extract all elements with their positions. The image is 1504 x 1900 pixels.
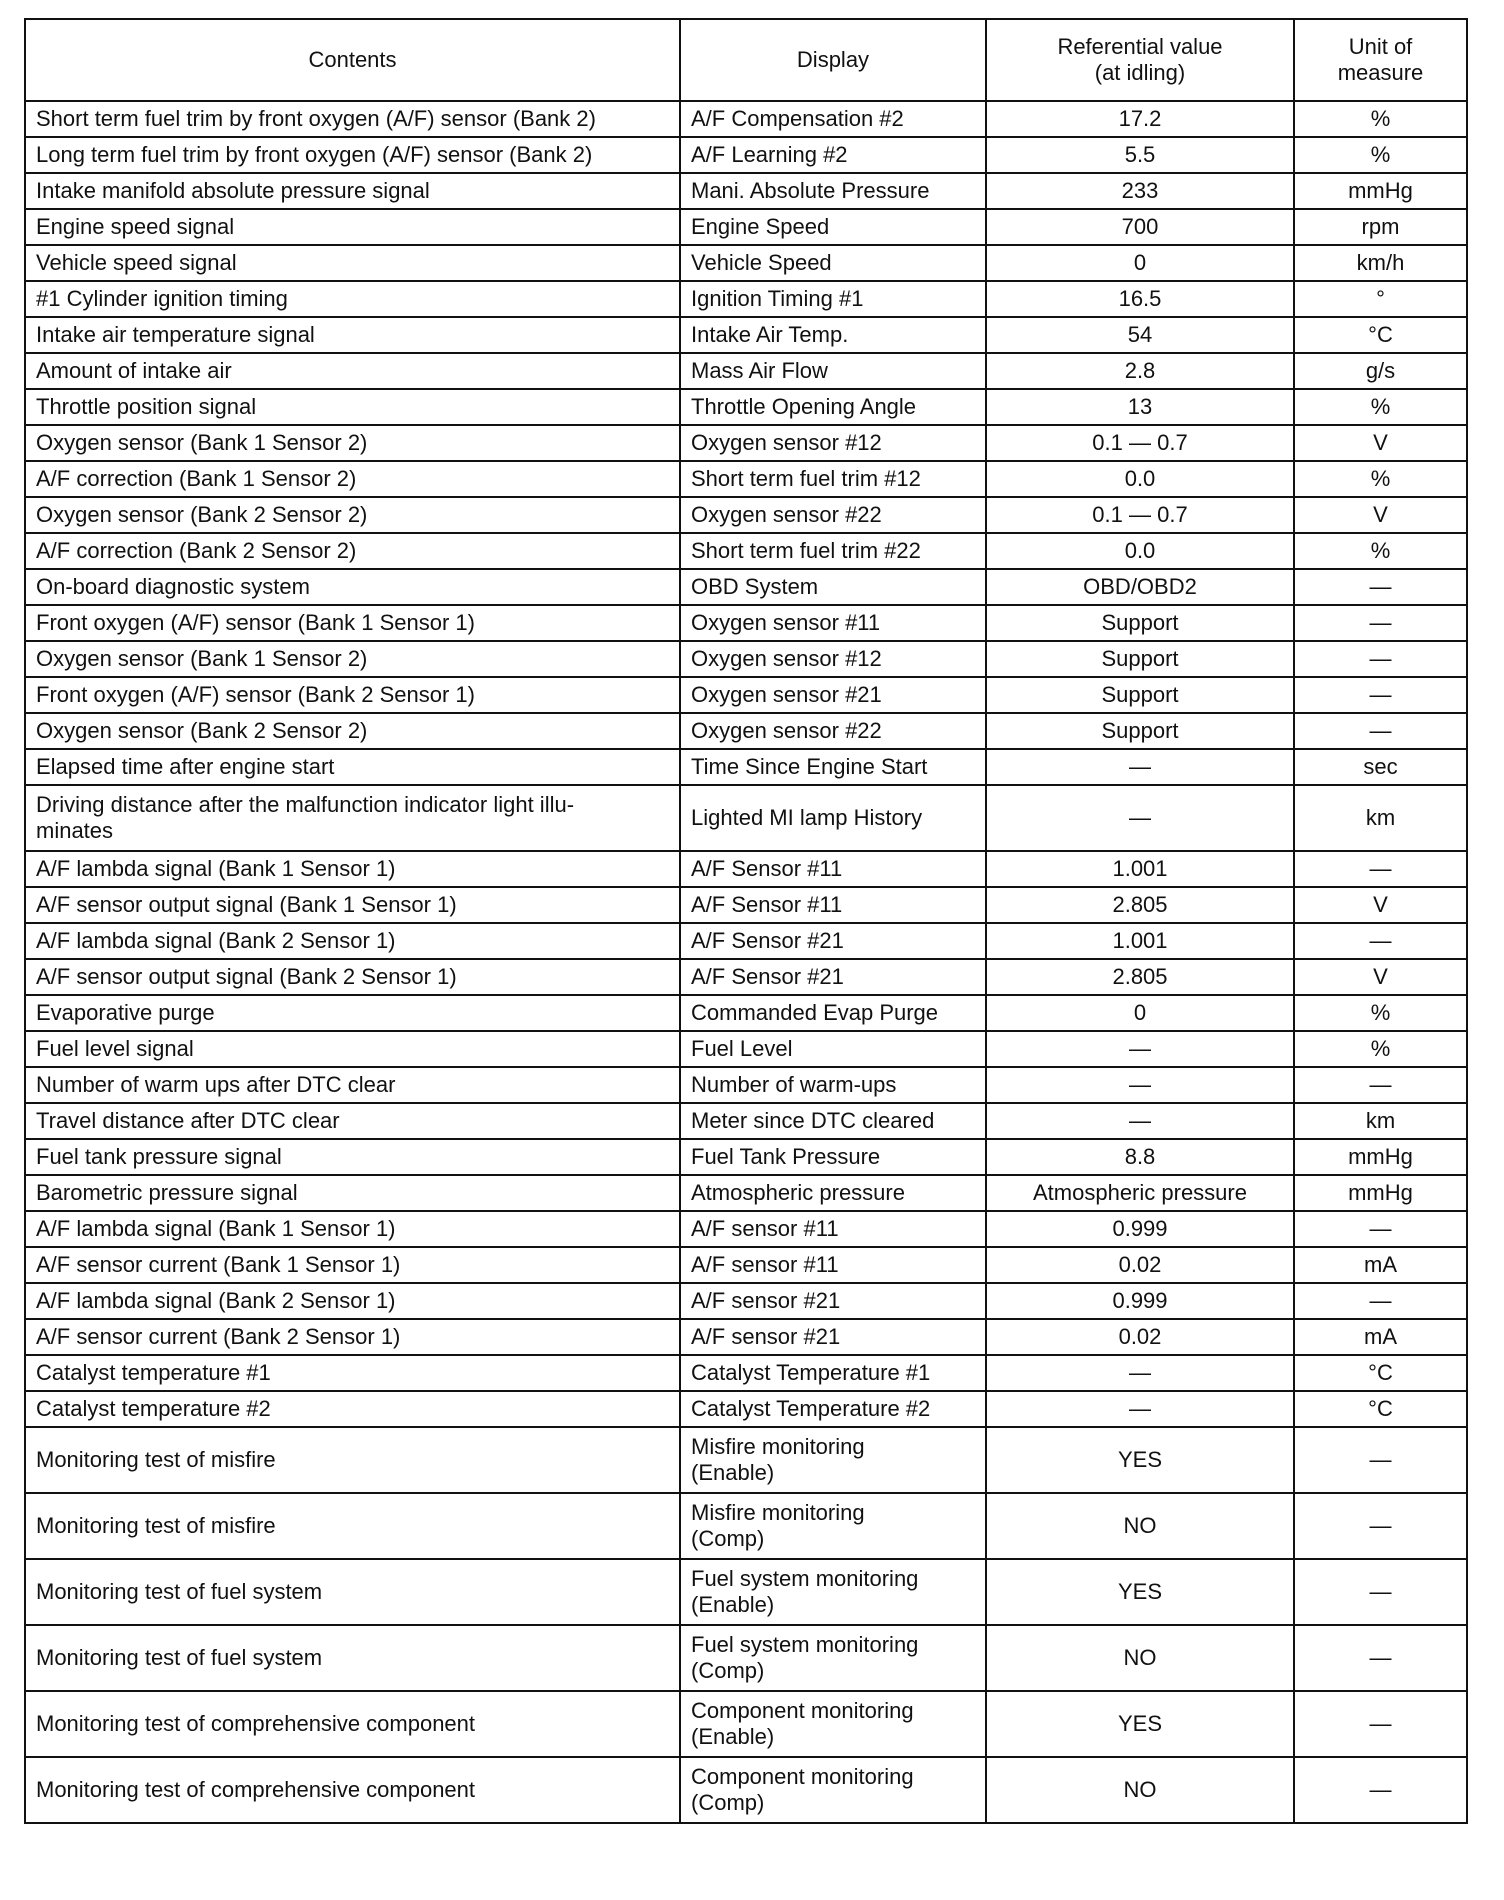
cell-contents: A/F lambda signal (Bank 2 Sensor 1) [25,923,680,959]
table-row [25,245,1467,281]
cell-referential-value: NO [986,1625,1294,1691]
table-row [25,353,1467,389]
cell-contents: Intake air temperature signal [25,317,680,353]
cell-unit: — [1294,713,1467,749]
cell-contents: A/F correction (Bank 2 Sensor 2) [25,533,680,569]
cell-unit: V [1294,497,1467,533]
cell-display: A/F sensor #11 [680,1247,986,1283]
table-row [25,1691,1467,1757]
cell-unit: km/h [1294,245,1467,281]
cell-contents: On-board diagnostic system [25,569,680,605]
cell-display: A/F Learning #2 [680,137,986,173]
cell-unit: % [1294,533,1467,569]
table-row [25,1175,1467,1211]
cell-contents: Oxygen sensor (Bank 2 Sensor 2) [25,713,680,749]
cell-referential-value: NO [986,1757,1294,1823]
cell-unit: — [1294,1067,1467,1103]
cell-display: Meter since DTC cleared [680,1103,986,1139]
cell-contents: Long term fuel trim by front oxygen (A/F) sensor (Bank 2) [25,137,680,173]
cell-contents: A/F correction (Bank 1 Sensor 2) [25,461,680,497]
table-row [25,1139,1467,1175]
table-row [25,461,1467,497]
cell-unit: mmHg [1294,1139,1467,1175]
cell-unit: — [1294,1493,1467,1559]
cell-referential-value: 2.805 [986,887,1294,923]
cell-referential-value: 5.5 [986,137,1294,173]
cell-referential-value: YES [986,1691,1294,1757]
table-row [25,1493,1467,1559]
cell-referential-value: Support [986,641,1294,677]
cell-contents: Monitoring test of fuel system [25,1559,680,1625]
cell-unit: — [1294,605,1467,641]
cell-referential-value: Support [986,677,1294,713]
cell-referential-value: 1.001 [986,851,1294,887]
table-row [25,1067,1467,1103]
cell-referential-value: — [986,1391,1294,1427]
cell-display: A/F Compensation #2 [680,101,986,137]
cell-display: Engine Speed [680,209,986,245]
cell-contents: Catalyst temperature #2 [25,1391,680,1427]
cell-contents: A/F sensor current (Bank 2 Sensor 1) [25,1319,680,1355]
cell-unit: — [1294,569,1467,605]
cell-contents: Oxygen sensor (Bank 1 Sensor 2) [25,641,680,677]
table-row [25,317,1467,353]
cell-display: Commanded Evap Purge [680,995,986,1031]
table-row [25,1757,1467,1823]
cell-unit: °C [1294,1391,1467,1427]
cell-unit: — [1294,1625,1467,1691]
cell-contents: A/F sensor current (Bank 1 Sensor 1) [25,1247,680,1283]
cell-referential-value: Support [986,713,1294,749]
cell-unit: % [1294,461,1467,497]
cell-contents: Monitoring test of misfire [25,1493,680,1559]
cell-contents: Oxygen sensor (Bank 1 Sensor 2) [25,425,680,461]
table-row [25,887,1467,923]
cell-referential-value: 700 [986,209,1294,245]
cell-display: Misfire monitoring (Enable) [680,1427,986,1493]
cell-display: Oxygen sensor #11 [680,605,986,641]
cell-unit: — [1294,1757,1467,1823]
cell-contents: Fuel tank pressure signal [25,1139,680,1175]
cell-referential-value: 0.1 — 0.7 [986,425,1294,461]
cell-contents: Front oxygen (A/F) sensor (Bank 1 Sensor 1) [25,605,680,641]
cell-contents: Elapsed time after engine start [25,749,680,785]
table-row [25,1031,1467,1067]
header-referential-value: Referential value (at idling) [986,19,1294,101]
data-monitor-table [24,18,1468,1824]
cell-display: Lighted MI lamp History [680,785,986,851]
table-row [25,209,1467,245]
cell-unit: sec [1294,749,1467,785]
cell-referential-value: — [986,1103,1294,1139]
table-row [25,137,1467,173]
table-row [25,749,1467,785]
cell-contents: A/F lambda signal (Bank 2 Sensor 1) [25,1283,680,1319]
cell-display: Throttle Opening Angle [680,389,986,425]
cell-referential-value: 0.02 [986,1319,1294,1355]
cell-referential-value: 233 [986,173,1294,209]
cell-unit: g/s [1294,353,1467,389]
table-row [25,1391,1467,1427]
cell-unit: V [1294,887,1467,923]
cell-display: Fuel system monitoring (Comp) [680,1625,986,1691]
table-row [25,785,1467,851]
cell-contents: Monitoring test of misfire [25,1427,680,1493]
cell-unit: V [1294,425,1467,461]
cell-contents: Intake manifold absolute pressure signal [25,173,680,209]
table-row [25,1283,1467,1319]
cell-display: OBD System [680,569,986,605]
cell-unit: rpm [1294,209,1467,245]
cell-referential-value: — [986,1031,1294,1067]
cell-referential-value: — [986,1355,1294,1391]
cell-contents: Driving distance after the malfunction indicator light illu- minates [25,785,680,851]
cell-referential-value: 1.001 [986,923,1294,959]
cell-unit: mA [1294,1247,1467,1283]
cell-display: Component monitoring (Enable) [680,1691,986,1757]
cell-display: A/F Sensor #21 [680,959,986,995]
cell-display: Oxygen sensor #12 [680,641,986,677]
cell-referential-value: 0.999 [986,1211,1294,1247]
cell-display: Short term fuel trim #12 [680,461,986,497]
cell-display: Short term fuel trim #22 [680,533,986,569]
cell-unit: mA [1294,1319,1467,1355]
cell-contents: Front oxygen (A/F) sensor (Bank 2 Sensor 1) [25,677,680,713]
cell-display: Ignition Timing #1 [680,281,986,317]
cell-display: Mass Air Flow [680,353,986,389]
table-row [25,1427,1467,1493]
table-row [25,1319,1467,1355]
table-row [25,1559,1467,1625]
cell-display: Time Since Engine Start [680,749,986,785]
table-row [25,959,1467,995]
cell-display: Vehicle Speed [680,245,986,281]
cell-referential-value: 0.1 — 0.7 [986,497,1294,533]
table-row [25,1103,1467,1139]
header-contents: Contents [25,19,680,101]
cell-referential-value: Support [986,605,1294,641]
cell-unit: — [1294,851,1467,887]
cell-display: Oxygen sensor #22 [680,497,986,533]
table-row [25,281,1467,317]
table-row [25,497,1467,533]
cell-referential-value: YES [986,1427,1294,1493]
cell-display: Intake Air Temp. [680,317,986,353]
cell-contents: A/F sensor output signal (Bank 1 Sensor 1) [25,887,680,923]
cell-contents: Number of warm ups after DTC clear [25,1067,680,1103]
cell-referential-value: 0 [986,995,1294,1031]
cell-display: A/F sensor #11 [680,1211,986,1247]
header-display: Display [680,19,986,101]
cell-referential-value: 0.0 [986,533,1294,569]
header-row [25,19,1467,101]
cell-unit: mmHg [1294,1175,1467,1211]
cell-contents: Oxygen sensor (Bank 2 Sensor 2) [25,497,680,533]
cell-display: Misfire monitoring (Comp) [680,1493,986,1559]
cell-contents: Monitoring test of comprehensive component [25,1757,680,1823]
header-unit: Unit of measure [1294,19,1467,101]
cell-contents: Short term fuel trim by front oxygen (A/F) sensor (Bank 2) [25,101,680,137]
cell-contents: Amount of intake air [25,353,680,389]
cell-contents: Catalyst temperature #1 [25,1355,680,1391]
table-row [25,173,1467,209]
cell-referential-value: 2.805 [986,959,1294,995]
cell-contents: Monitoring test of comprehensive component [25,1691,680,1757]
table-row [25,677,1467,713]
table-row [25,995,1467,1031]
cell-contents: A/F lambda signal (Bank 1 Sensor 1) [25,1211,680,1247]
cell-display: A/F Sensor #21 [680,923,986,959]
cell-contents: Fuel level signal [25,1031,680,1067]
cell-unit: — [1294,923,1467,959]
cell-referential-value: YES [986,1559,1294,1625]
cell-referential-value: 0.999 [986,1283,1294,1319]
table-row [25,533,1467,569]
table-row [25,851,1467,887]
cell-referential-value: — [986,1067,1294,1103]
cell-display: Catalyst Temperature #2 [680,1391,986,1427]
cell-display: Fuel Level [680,1031,986,1067]
cell-unit: — [1294,1211,1467,1247]
cell-display: Number of warm-ups [680,1067,986,1103]
cell-display: Oxygen sensor #21 [680,677,986,713]
cell-contents: A/F sensor output signal (Bank 2 Sensor 1) [25,959,680,995]
cell-unit: — [1294,677,1467,713]
cell-unit: km [1294,1103,1467,1139]
cell-referential-value: 54 [986,317,1294,353]
table-row [25,569,1467,605]
cell-display: A/F sensor #21 [680,1319,986,1355]
cell-unit: — [1294,1691,1467,1757]
cell-unit: — [1294,1427,1467,1493]
table-row [25,605,1467,641]
cell-display: Mani. Absolute Pressure [680,173,986,209]
cell-referential-value: NO [986,1493,1294,1559]
cell-contents: Throttle position signal [25,389,680,425]
cell-referential-value: 13 [986,389,1294,425]
cell-contents: Barometric pressure signal [25,1175,680,1211]
cell-display: A/F Sensor #11 [680,851,986,887]
cell-unit: km [1294,785,1467,851]
table-row [25,1247,1467,1283]
cell-referential-value: 16.5 [986,281,1294,317]
table-row [25,389,1467,425]
cell-display: Component monitoring (Comp) [680,1757,986,1823]
cell-unit: % [1294,137,1467,173]
cell-referential-value: 2.8 [986,353,1294,389]
cell-contents: Travel distance after DTC clear [25,1103,680,1139]
cell-display: Oxygen sensor #22 [680,713,986,749]
cell-referential-value: 17.2 [986,101,1294,137]
cell-unit: % [1294,389,1467,425]
cell-display: Fuel system monitoring (Enable) [680,1559,986,1625]
cell-referential-value: 0.02 [986,1247,1294,1283]
cell-referential-value: — [986,749,1294,785]
table-row [25,641,1467,677]
table-row [25,1211,1467,1247]
cell-unit: V [1294,959,1467,995]
cell-contents: #1 Cylinder ignition timing [25,281,680,317]
cell-unit: — [1294,1283,1467,1319]
table-row [25,713,1467,749]
cell-unit: % [1294,995,1467,1031]
cell-contents: A/F lambda signal (Bank 1 Sensor 1) [25,851,680,887]
table-row [25,101,1467,137]
cell-unit: mmHg [1294,173,1467,209]
cell-display: Catalyst Temperature #1 [680,1355,986,1391]
table-row [25,425,1467,461]
cell-referential-value: 0 [986,245,1294,281]
cell-unit: % [1294,1031,1467,1067]
cell-contents: Monitoring test of fuel system [25,1625,680,1691]
cell-unit: °C [1294,1355,1467,1391]
cell-unit: °C [1294,317,1467,353]
cell-display: A/F Sensor #11 [680,887,986,923]
cell-display: Fuel Tank Pressure [680,1139,986,1175]
cell-referential-value: 8.8 [986,1139,1294,1175]
cell-display: A/F sensor #21 [680,1283,986,1319]
cell-contents: Vehicle speed signal [25,245,680,281]
cell-unit: — [1294,641,1467,677]
cell-contents: Evaporative purge [25,995,680,1031]
cell-referential-value: OBD/OBD2 [986,569,1294,605]
cell-display: Atmospheric pressure [680,1175,986,1211]
table-row [25,923,1467,959]
cell-contents: Engine speed signal [25,209,680,245]
cell-referential-value: 0.0 [986,461,1294,497]
cell-unit: ° [1294,281,1467,317]
table-row [25,1625,1467,1691]
cell-referential-value: — [986,785,1294,851]
cell-unit: % [1294,101,1467,137]
cell-display: Oxygen sensor #12 [680,425,986,461]
table-row [25,1355,1467,1391]
cell-referential-value: Atmospheric pressure [986,1175,1294,1211]
cell-unit: — [1294,1559,1467,1625]
